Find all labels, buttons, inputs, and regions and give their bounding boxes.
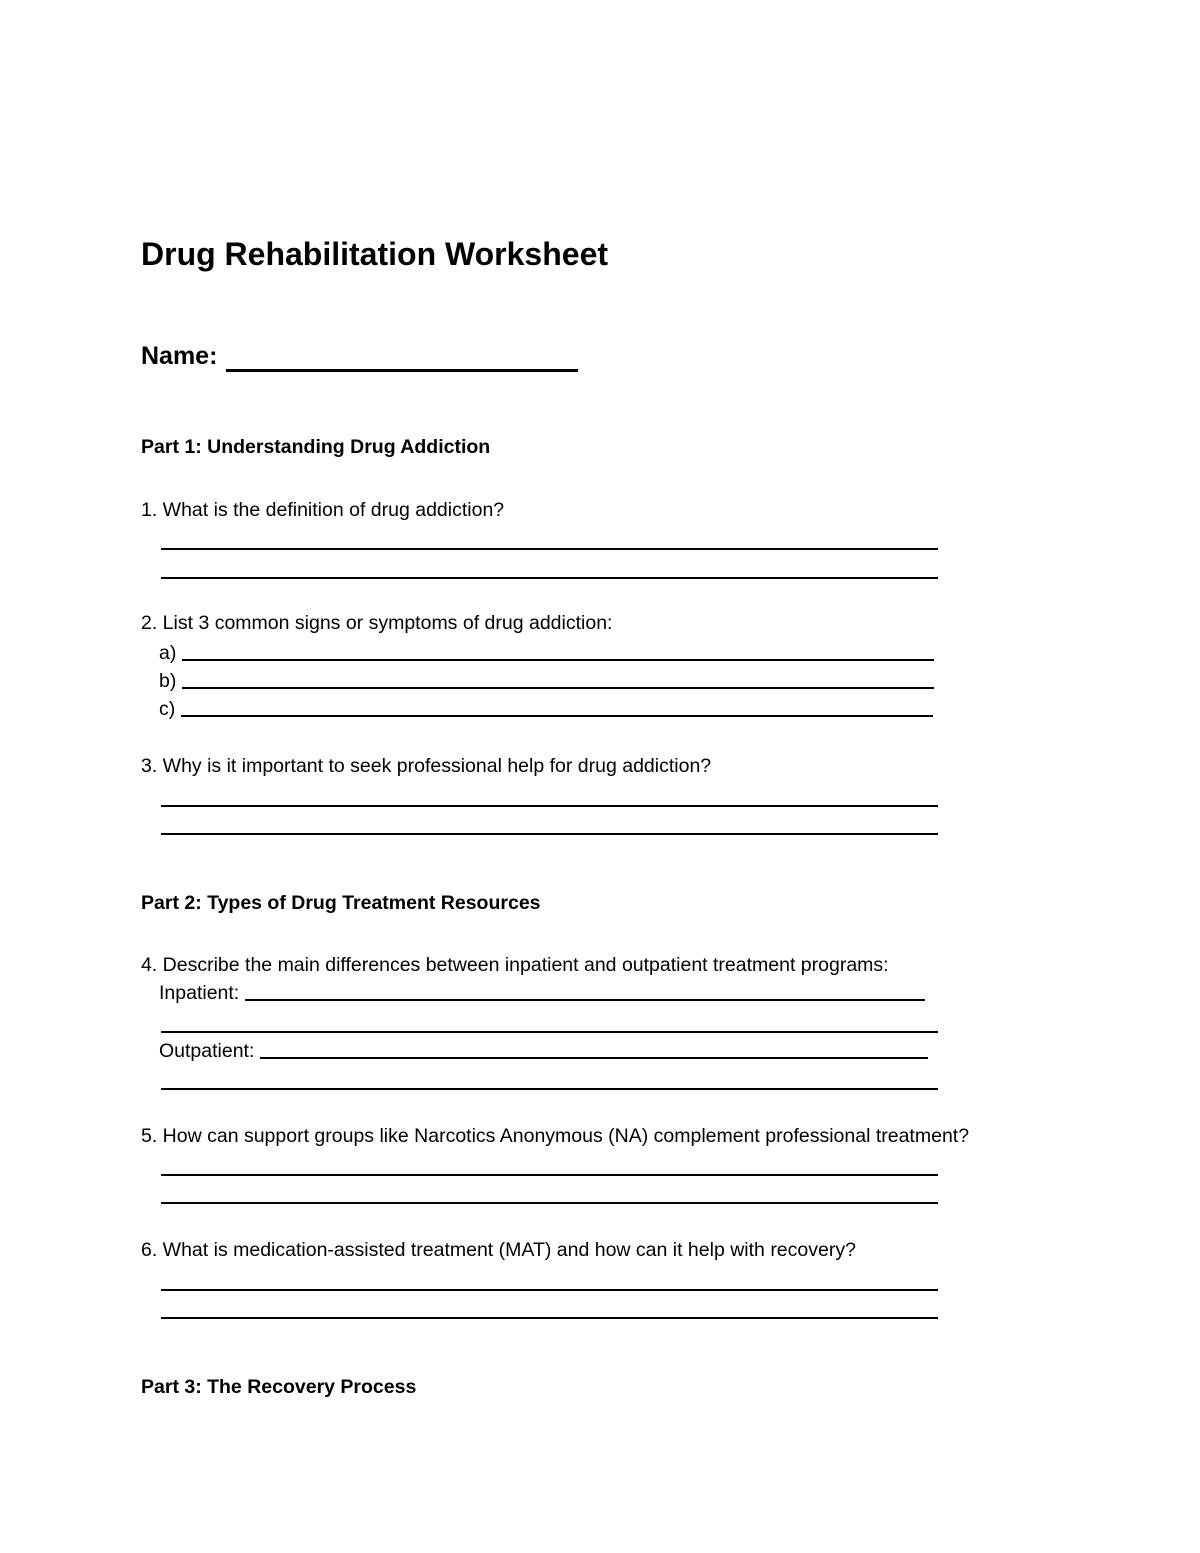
answer-line-q3-2[interactable]: [161, 833, 938, 835]
q2-option-c: [159, 696, 933, 722]
answer-line-q4-inpatient-2[interactable]: [161, 1031, 938, 1033]
answer-line-q2-a[interactable]: [182, 659, 934, 661]
answer-line-q1-2[interactable]: [161, 577, 938, 579]
question-2: 2. List 3 common signs or symptoms of drug addiction:: [141, 612, 613, 634]
name-label: Name:: [141, 342, 218, 370]
q4-inpatient-label: Inpatient:: [159, 982, 240, 1004]
q2-option-b-label: b): [159, 670, 177, 692]
q2-option-a-label: a): [159, 642, 177, 664]
question-1: 1. What is the definition of drug addiction?: [141, 499, 505, 521]
answer-line-q4-inpatient[interactable]: [245, 999, 925, 1001]
answer-line-q6-1[interactable]: [161, 1289, 938, 1291]
q4-inpatient-row: [159, 980, 925, 1006]
answer-line-q2-b[interactable]: [182, 687, 934, 689]
q2-option-b: [159, 668, 934, 694]
part3-heading: Part 3: The Recovery Process: [141, 1376, 417, 1398]
answer-line-q2-c[interactable]: [181, 715, 933, 717]
q2-option-c-label: c): [159, 698, 176, 720]
answer-line-q1-1[interactable]: [161, 548, 938, 550]
part1-heading: Part 1: Understanding Drug Addiction: [141, 436, 491, 458]
answer-line-q6-2[interactable]: [161, 1317, 938, 1319]
part2-heading: Part 2: Types of Drug Treatment Resources: [141, 892, 541, 914]
answer-line-q4-outpatient[interactable]: [260, 1057, 928, 1059]
question-6: 6. What is medication-assisted treatment (MAT) and how can it help with recovery?: [141, 1239, 856, 1261]
question-3: 3. Why is it important to seek professional help for drug addiction?: [141, 755, 712, 777]
answer-line-q3-1[interactable]: [161, 805, 938, 807]
answer-line-q5-2[interactable]: [161, 1202, 938, 1204]
q4-outpatient-row: [159, 1038, 928, 1064]
answer-line-q5-1[interactable]: [161, 1174, 938, 1176]
question-4: 4. Describe the main differences between inpatient and outpatient treatment programs:: [141, 954, 889, 976]
q4-outpatient-label: Outpatient:: [159, 1040, 255, 1062]
answer-line-q4-outpatient-2[interactable]: [161, 1088, 938, 1090]
name-input-line[interactable]: [226, 343, 578, 372]
name-field-row: [141, 340, 578, 372]
worksheet-title: Drug Rehabilitation Worksheet: [141, 236, 609, 272]
question-5: 5. How can support groups like Narcotics Anonymous (NA) complement professional treatment?: [141, 1125, 970, 1147]
q2-option-a: [159, 640, 934, 666]
